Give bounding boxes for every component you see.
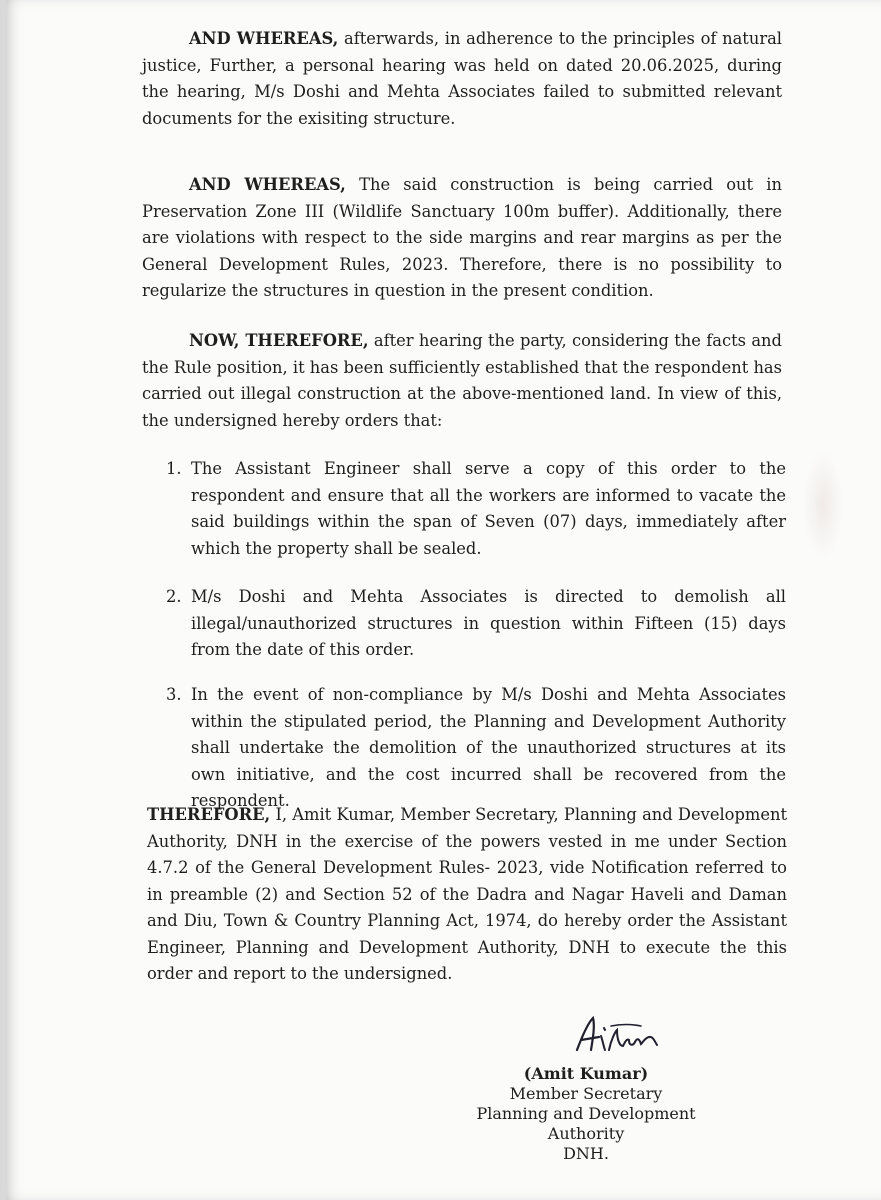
paragraph-text: I, Amit Kumar, Member Secretary, Planning and Development Authority, DNH in the exercise of the powers vested in me under Section 4.7.2 of the General Development Rules- 2023, vide Notification referred to in preamble (2) and Section 52 of the Dadra and Nagar Haveli and Daman and Diu, Town & Country Planning Act, 1974, do hereby order the Assistant Engineer, Planning and Development Authority, DNH to execute the this order and report to the undersigned. [147,805,787,983]
paragraph-lead: AND WHEREAS, [189,29,339,48]
order-number: 1. [166,459,182,478]
order-item [166,682,786,815]
handwritten-signature [571,1012,666,1060]
paragraph-text: afterwards, in adherence to the principles of natural justice, Further, a personal hearing was held on dated 20.06.2025, during the hearing, M/s Doshi and Mehta Associates failed to submitted relevant documents for the exisiting structure. [142,29,783,128]
paper-smudge [803,450,843,560]
paragraph-lead: NOW, THEREFORE, [189,331,369,350]
paragraph-lead: AND WHEREAS, [189,175,346,194]
paragraph-whereas-construction [142,172,782,305]
order-number: 2. [166,587,182,606]
signatory-place: DNH. [563,1144,609,1163]
document-page [6,0,881,1200]
paragraph-text: The said construction is being carried out in Preservation Zone III (Wildlife Sanctuary 100m buffer). Additionally, there are violations with respect to the side margins and rear margins as per the General Development Rules, 2023. Therefore, there is no possibility to regularize the structures in question in the present condition. [142,175,783,300]
order-number: 3. [166,685,182,704]
signature-block [436,1064,736,1164]
paragraph-text: after hearing the party, considering the facts and the Rule position, it has been sufficiently established that the respondent has carried out illegal construction at the above-mentioned land. In view of this, the undersigned hereby orders that: [142,331,782,430]
paragraph-now-therefore [142,328,782,434]
order-text: M/s Doshi and Mehta Associates is directed to demolish all illegal/unauthorized structures in question within Fifteen (15) days from the date of this order. [191,587,786,659]
order-text: The Assistant Engineer shall serve a copy of this order to the respondent and ensure that all the workers are informed to vacate the said buildings within the span of Seven (07) days, immediately after which the property shall be sealed. [191,459,786,558]
signatory-name: (Amit Kumar) [523,1064,649,1083]
signatory-organization: Planning and Development Authority [476,1104,696,1143]
order-item [166,456,786,562]
paragraph-lead: THEREFORE, [147,805,271,824]
order-text: In the event of non-compliance by M/s Doshi and Mehta Associates within the stipulated period, the Planning and Development Authority shall undertake the demolition of the unauthorized structures at its own initiative, and the cost incurred shall be recovered from the respondent. [191,685,786,810]
signatory-designation: Member Secretary [509,1084,663,1103]
paragraph-whereas-hearing [142,26,782,132]
paragraph-therefore-order [147,802,787,988]
order-item [166,584,786,664]
